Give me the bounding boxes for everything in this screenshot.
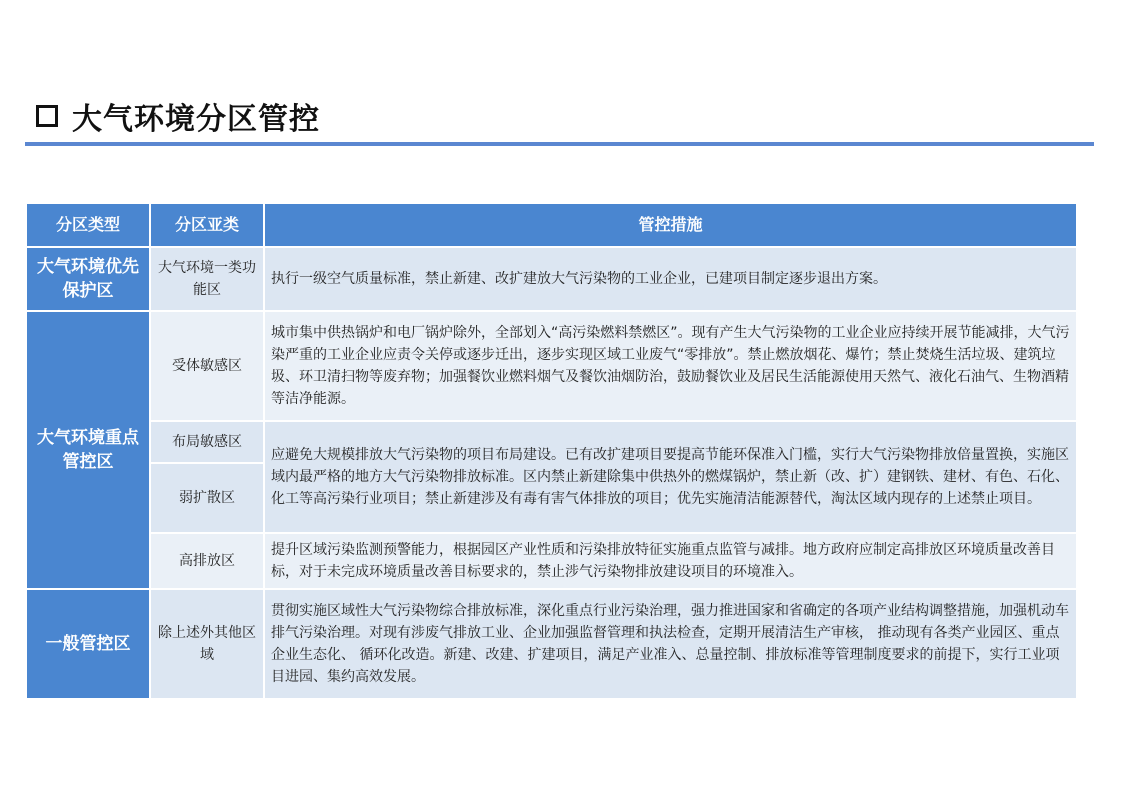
zone-subtype-cell: 大气环境一类功能区 [150,247,264,311]
zone-type-cell: 一般管控区 [26,589,150,699]
zone-subtype-cell: 高排放区 [150,533,264,589]
table-header-row [26,203,1077,247]
table-row [26,533,1077,589]
control-measure-cell: 提升区域污染监测预警能力，根据园区产业性质和污染排放特征实施重点监管与减排。地方政府应制定高排放区环境质量改善目标，对于未完成环境质量改善目标要求的，禁止涉气污染物排放建设项目的环境准入。 [264,533,1077,589]
page-heading [36,94,320,138]
header-control-measures: 管控措施 [264,203,1077,247]
header-zone-type: 分区类型 [26,203,150,247]
zoning-control-table [25,202,1078,700]
zone-subtype-cell: 布局敏感区 [150,421,264,463]
hollow-square-icon [36,105,58,127]
zone-subtype-cell: 受体敏感区 [150,311,264,421]
table-row [26,421,1077,463]
title-divider [25,142,1094,146]
zone-subtype-cell: 弱扩散区 [150,463,264,533]
control-measure-cell: 贯彻实施区域性大气污染物综合排放标准，深化重点行业污染治理，强力推进国家和省确定的各项产业结构调整措施，加强机动车排气污染治理。对现有涉废气排放工业、企业加强监督管理和执法检查，定期开展清洁生产审核， 推动现有各类产业园区、重点企业生态化、 循环化改造。新建、改建、扩建项目，满足产业准入、总量控制、排放标准等管理制度要求的前提下，实行工业项目进园、集约高效发展。 [264,589,1077,699]
page-title: 大气环境分区管控 [72,102,320,137]
header-zone-subtype: 分区亚类 [150,203,264,247]
table-row [26,247,1077,311]
control-measure-cell: 应避免大规模排放大气污染物的项目布局建设。已有改扩建项目要提高节能环保准入门槛，实行大气污染物排放倍量置换，实施区域内最严格的地方大气污染物排放标准。区内禁止新建除集中供热外的燃煤锅炉，禁止新（改、扩）建钢铁、建材、有色、石化、化工等高污染行业项目；禁止新建涉及有毒有害气体排放的项目；优先实施清洁能源替代，淘汰区域内现存的上述禁止项目。 [264,421,1077,533]
zone-subtype-cell: 除上述外其他区域 [150,589,264,699]
control-measure-cell: 执行一级空气质量标准，禁止新建、改扩建放大气污染物的工业企业，已建项目制定逐步退出方案。 [264,247,1077,311]
control-measure-cell: 城市集中供热锅炉和电厂锅炉除外，全部划入“高污染燃料禁燃区”。现有产生大气污染物的工业企业应持续开展节能减排，大气污染严重的工业企业应责令关停或逐步迁出，逐步实现区域工业废气“零排放”。禁止燃放烟花、爆竹；禁止焚烧生活垃圾、建筑垃圾、环卫清扫物等废弃物；加强餐饮业燃料烟气及餐饮油烟防治，鼓励餐饮业及居民生活能源使用天然气、液化石油气、生物酒精等洁净能源。 [264,311,1077,421]
zone-type-cell: 大气环境重点管控区 [26,311,150,589]
zone-type-cell: 大气环境优先保护区 [26,247,150,311]
table-row [26,589,1077,699]
table-row [26,311,1077,421]
